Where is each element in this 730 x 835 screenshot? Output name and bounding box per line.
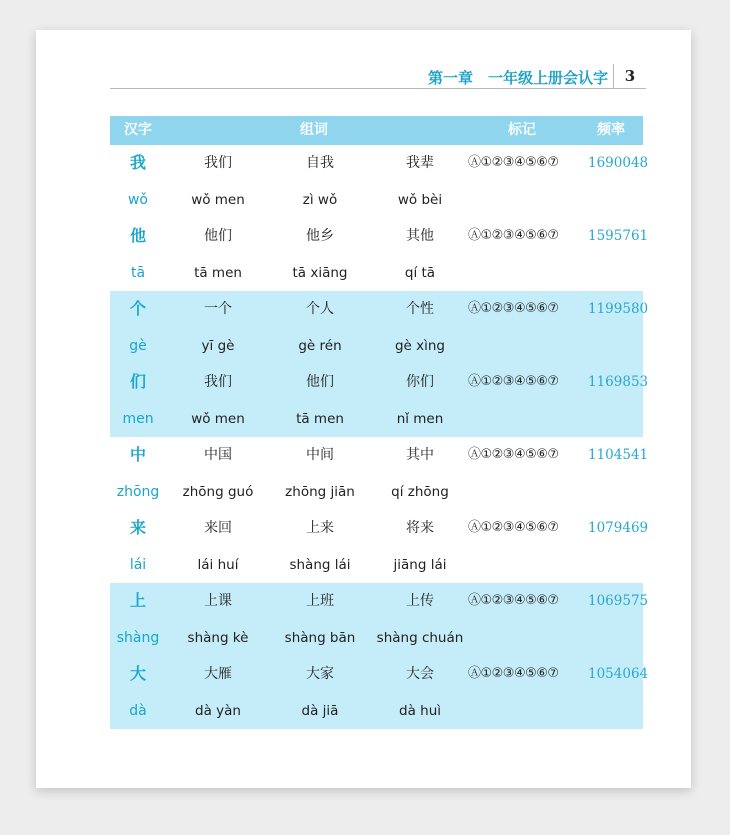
compound-word: 我们 (204, 374, 232, 390)
marks: Ⓐ①②③④⑤⑥⑦ (468, 447, 559, 462)
compound-word: 个性 (406, 301, 434, 317)
marks: Ⓐ①②③④⑤⑥⑦ (468, 155, 559, 170)
word-pinyin: wǒ bèi (397, 191, 443, 208)
compound-word: 中间 (306, 447, 334, 463)
word-pinyin: lái huí (197, 556, 239, 573)
running-head (110, 64, 646, 89)
character-pinyin: zhōng (116, 483, 160, 500)
table-header (110, 116, 643, 145)
compound-word: 中国 (204, 447, 232, 463)
word-pinyin: yī gè (201, 337, 235, 354)
column-header-marks: 标记 (508, 122, 536, 138)
marks: Ⓐ①②③④⑤⑥⑦ (468, 520, 559, 535)
table-row-pinyin (110, 401, 643, 438)
word-pinyin: zì wǒ (302, 191, 338, 208)
word-pinyin: wǒ men (191, 410, 245, 427)
compound-word: 个人 (306, 301, 334, 317)
compound-word: 我辈 (406, 155, 434, 171)
compound-word: 一个 (204, 301, 232, 317)
compound-word: 上来 (306, 520, 334, 536)
compound-word: 大雁 (204, 666, 232, 682)
word-pinyin: gè rén (298, 337, 342, 354)
chapter-title: 第一章 一年级上册会认字 (427, 69, 608, 87)
book-page (36, 30, 691, 788)
table-group (110, 437, 649, 583)
character: 们 (129, 372, 146, 391)
frequency: 1054064 (588, 666, 649, 682)
table-row (110, 364, 649, 401)
word-pinyin: dà yàn (195, 702, 241, 719)
word-pinyin: jiāng lái (393, 556, 447, 573)
column-header-char: 汉字 (124, 122, 152, 138)
character: 他 (129, 226, 146, 245)
table-row-pinyin (110, 620, 643, 657)
character-pinyin: lái (129, 556, 147, 573)
word-pinyin: nǐ men (396, 410, 444, 427)
compound-word: 他们 (204, 228, 232, 244)
marks: Ⓐ①②③④⑤⑥⑦ (468, 301, 559, 316)
marks: Ⓐ①②③④⑤⑥⑦ (468, 374, 559, 389)
word-pinyin: dà huì (399, 702, 441, 719)
compound-word: 其中 (406, 447, 434, 463)
compound-word: 自我 (306, 155, 334, 171)
compound-word: 上传 (406, 593, 434, 609)
compound-word: 上课 (204, 593, 232, 609)
table-row (110, 583, 649, 620)
table-group (110, 291, 649, 437)
compound-word: 我们 (204, 155, 232, 171)
character-pinyin: wǒ (127, 191, 148, 208)
table-row-pinyin (110, 693, 643, 730)
table-row-pinyin (110, 328, 643, 365)
character: 大 (129, 664, 146, 683)
table-row (110, 218, 649, 255)
word-pinyin: zhōng jiān (285, 483, 355, 500)
word-pinyin: shàng lái (289, 556, 351, 573)
word-pinyin: wǒ men (191, 191, 245, 208)
compound-word: 他们 (306, 374, 334, 390)
frequency: 1069575 (588, 593, 649, 609)
compound-word: 大会 (406, 666, 434, 682)
word-pinyin: dà jiā (301, 702, 339, 719)
column-header-words: 组词 (300, 122, 328, 138)
table-row (110, 145, 649, 182)
word-pinyin: tā men (296, 410, 344, 427)
table-group (110, 583, 649, 729)
character-pinyin: gè (129, 337, 147, 354)
word-pinyin: shàng kè (187, 629, 249, 646)
word-pinyin: qí tā (404, 264, 436, 281)
compound-word: 来回 (204, 520, 232, 536)
word-pinyin: tā xiāng (292, 264, 348, 281)
compound-word: 你们 (406, 374, 434, 390)
table-group (110, 145, 649, 291)
compound-word: 其他 (406, 228, 434, 244)
character-pinyin: dà (129, 702, 147, 719)
marks: Ⓐ①②③④⑤⑥⑦ (468, 228, 559, 243)
character: 来 (129, 518, 146, 537)
character: 个 (129, 299, 146, 318)
table-row-pinyin (110, 255, 643, 292)
compound-word: 将来 (406, 520, 434, 536)
word-pinyin: qí zhōng (391, 483, 449, 500)
table-row-pinyin (110, 474, 643, 511)
compound-word: 上班 (306, 593, 334, 609)
compound-word: 他乡 (306, 228, 334, 244)
table-row (110, 291, 649, 328)
word-pinyin: shàng bān (284, 629, 356, 646)
character: 上 (129, 591, 146, 610)
frequency: 1199580 (588, 301, 649, 317)
frequency: 1595761 (588, 228, 649, 244)
word-pinyin: gè xìng (394, 337, 446, 354)
frequency: 1690048 (588, 155, 649, 171)
compound-word: 大家 (306, 666, 334, 682)
frequency: 1169853 (588, 374, 649, 390)
table-row (110, 437, 649, 474)
character-table (110, 116, 649, 729)
table-row-pinyin (110, 182, 643, 219)
table-row (110, 656, 649, 693)
word-pinyin: zhōng guó (182, 483, 254, 500)
table-row-pinyin (110, 547, 643, 584)
marks: Ⓐ①②③④⑤⑥⑦ (468, 666, 559, 681)
frequency: 1079469 (588, 520, 649, 536)
character-pinyin: tā (130, 264, 146, 281)
character: 我 (129, 153, 146, 172)
column-header-freq: 频率 (597, 122, 625, 138)
character: 中 (129, 445, 146, 464)
word-pinyin: shàng chuán (376, 629, 464, 646)
character-pinyin: men (122, 410, 154, 427)
page-number: 3 (613, 64, 646, 88)
marks: Ⓐ①②③④⑤⑥⑦ (468, 593, 559, 608)
table-row (110, 510, 649, 547)
character-pinyin: shàng (116, 629, 160, 646)
word-pinyin: tā men (194, 264, 242, 281)
frequency: 1104541 (588, 447, 649, 463)
